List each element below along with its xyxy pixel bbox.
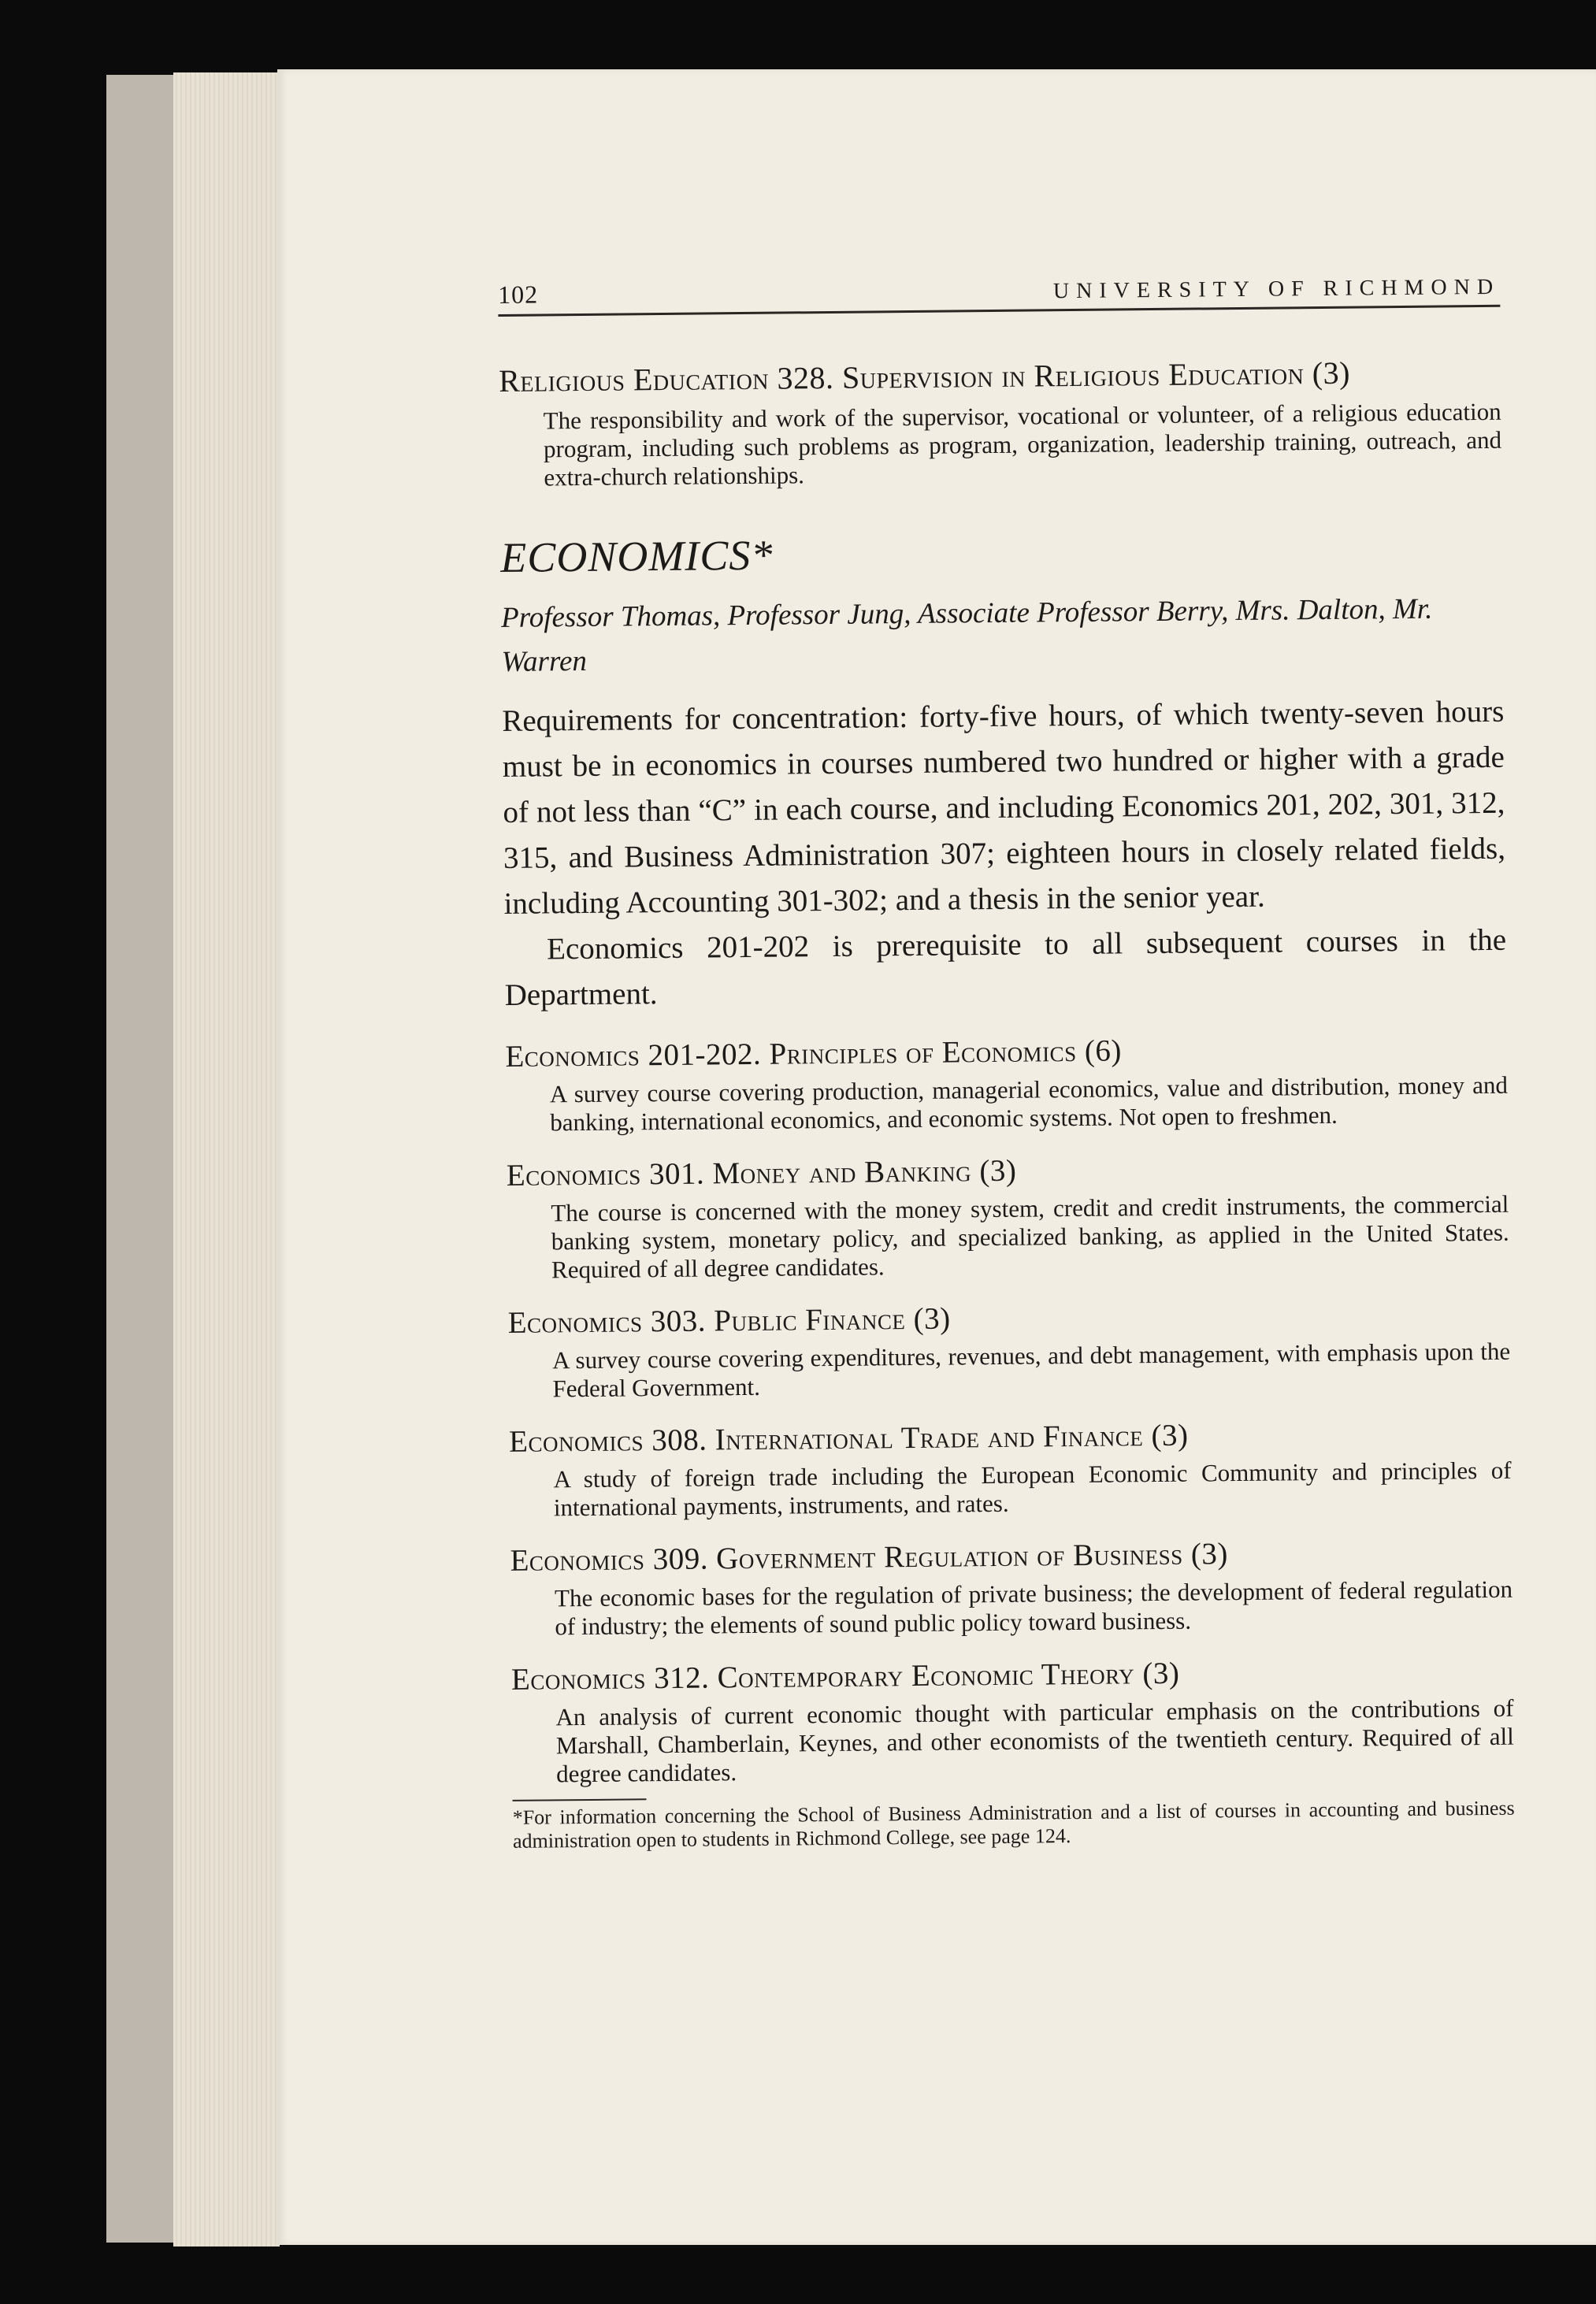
course-title: Economics 308. International Trade and Finance (3) <box>508 1418 1189 1459</box>
running-title: UNIVERSITY OF RICHMOND <box>1052 274 1501 304</box>
course-description: A study of foreign trade including the European Economic Community and principles of international payments, instruments, and rates. <box>553 1456 1512 1522</box>
course-description: A survey course covering production, managerial economics, value and distribution, money and banking, international economics, and economic systems. Not open to freshmen. <box>549 1070 1509 1137</box>
requirements-paragraph: Requirements for concentration: forty-five hours, of which twenty-seven hours must be in economics in courses numbered two hundred or higher with a grade of not less than “C” in each course, and including Economics 201, 202, 301, 312, 315, and Business Administration 307; eighteen hours in closely related fields, including Accounting 301-302; and a thesis in the senior year. <box>502 694 1506 921</box>
course-title: Religious Education 328. Supervision in Religious Education (3) <box>499 354 1351 399</box>
prerequisite-paragraph: Economics 201-202 is prerequisite to all subsequent courses in the Department. <box>504 922 1507 1012</box>
footnote-divider <box>513 1798 647 1801</box>
course-title: Economics 312. Contemporary Economic Theory (3) <box>510 1656 1180 1697</box>
book-spine-edge <box>106 75 181 2243</box>
page-number: 102 <box>498 280 539 309</box>
footnote: *For information concerning the School of Business Administration and a list of courses in accounting and business administration open to students in Richmond College, see page 124. <box>512 1796 1515 1853</box>
course-description: The course is concerned with the money system, credit and credit instruments, the commercial banking system, monetary policy, and specialized banking, as applied in the United States. Required of all degree candidates. <box>551 1189 1509 1284</box>
course-description: An analysis of current economic thought with particular emphasis on the contributions of Marshall, Chamberlain, Keynes, and other economists of the twentieth century. Required of all degree candidates. <box>555 1694 1514 1788</box>
course-description: The responsibility and work of the supervisor, vocational or volunteer, of a religious education program, including such problems as program, organization, leadership training, outreach, and extra-church relationships. <box>543 397 1502 492</box>
course-title: Economics 309. Government Regulation of Business (3) <box>510 1537 1229 1578</box>
course-title: Economics 303. Public Finance (3) <box>507 1301 951 1340</box>
course-description: A survey course covering expenditures, revenues, and debt management, with emphasis upon the Federal Government. <box>551 1337 1511 1403</box>
course-description: The economic bases for the regulation of private business; the development of federal regulation of industry; the elements of sound public policy toward business. <box>554 1575 1513 1641</box>
course-title: Economics 301. Money and Banking (3) <box>506 1153 1017 1193</box>
course-title: Economics 201-202. Principles of Economics (6) <box>505 1033 1123 1074</box>
section-heading: ECONOMICS* <box>500 531 774 581</box>
faculty-list: Professor Thomas, Professor Jung, Associate Professor Berry, Mrs. Dalton, Mr. Warren <box>500 592 1433 678</box>
page-content <box>498 271 1515 1853</box>
page-stack-edges <box>173 72 280 2246</box>
